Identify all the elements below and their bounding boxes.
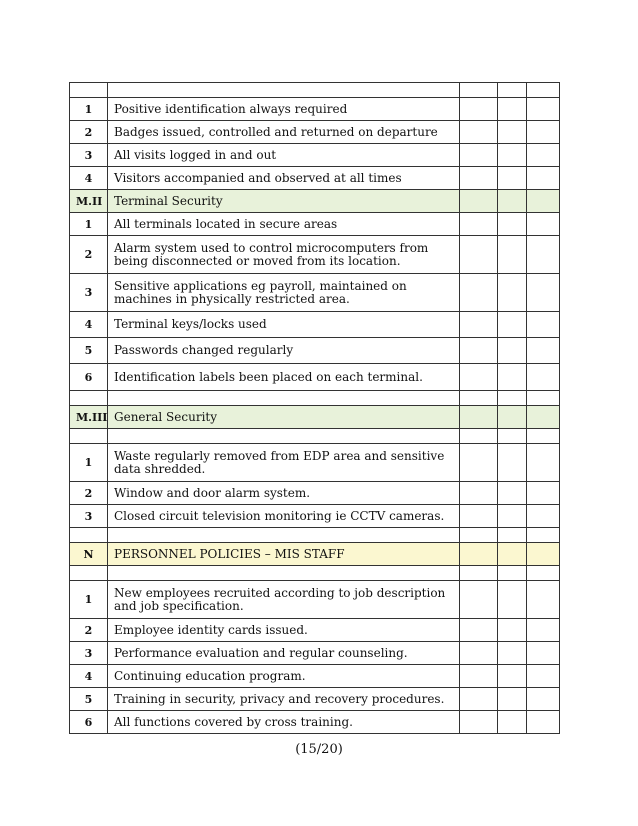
table-row xyxy=(70,312,560,338)
section-title: PERSONNEL POLICIES – MIS STAFF xyxy=(108,543,460,566)
item-number: 4 xyxy=(70,312,108,338)
item-text: Closed circuit television monitoring ie CCTV cameras. xyxy=(108,505,460,528)
item-number: 3 xyxy=(70,505,108,528)
check-cell xyxy=(527,274,560,312)
check-cell xyxy=(498,581,527,619)
checklist-table xyxy=(69,82,560,734)
check-cell xyxy=(527,642,560,665)
table-row xyxy=(70,364,560,391)
check-cell xyxy=(498,688,527,711)
item-text xyxy=(108,391,460,406)
blank-row xyxy=(70,566,560,581)
table-row xyxy=(70,213,560,236)
table-row xyxy=(70,98,560,121)
check-cell xyxy=(460,444,498,482)
check-cell xyxy=(527,429,560,444)
check-cell xyxy=(498,406,527,429)
item-number xyxy=(70,528,108,543)
section-title: General Security xyxy=(108,406,460,429)
check-cell xyxy=(527,528,560,543)
table-row xyxy=(70,236,560,274)
check-cell xyxy=(460,642,498,665)
check-cell xyxy=(498,711,527,734)
check-cell xyxy=(460,236,498,274)
item-text: New employees recruited according to job description and job specification. xyxy=(108,581,460,619)
blank-row xyxy=(70,528,560,543)
item-number: 5 xyxy=(70,688,108,711)
item-number: 2 xyxy=(70,236,108,274)
check-cell xyxy=(460,83,498,98)
item-text: Identification labels been placed on each terminal. xyxy=(108,364,460,391)
check-cell xyxy=(460,144,498,167)
check-cell xyxy=(527,121,560,144)
check-cell xyxy=(498,144,527,167)
section-header-row xyxy=(70,543,560,566)
table-row xyxy=(70,144,560,167)
check-cell xyxy=(498,312,527,338)
check-cell xyxy=(498,364,527,391)
check-cell xyxy=(460,274,498,312)
check-cell xyxy=(527,312,560,338)
section-header-row xyxy=(70,406,560,429)
item-number: 6 xyxy=(70,364,108,391)
item-text: Alarm system used to control microcomputers from being disconnected or moved from its location. xyxy=(108,236,460,274)
table-row xyxy=(70,444,560,482)
check-cell xyxy=(527,444,560,482)
check-cell xyxy=(527,98,560,121)
check-cell xyxy=(498,213,527,236)
check-cell xyxy=(527,505,560,528)
table-row xyxy=(70,167,560,190)
check-cell xyxy=(460,312,498,338)
check-cell xyxy=(460,190,498,213)
check-cell xyxy=(527,581,560,619)
item-number: 3 xyxy=(70,642,108,665)
section-title: Terminal Security xyxy=(108,190,460,213)
check-cell xyxy=(527,190,560,213)
item-number: 4 xyxy=(70,665,108,688)
check-cell xyxy=(460,543,498,566)
item-number: 1 xyxy=(70,98,108,121)
item-number: 3 xyxy=(70,144,108,167)
check-cell xyxy=(460,711,498,734)
check-cell xyxy=(527,688,560,711)
table-row xyxy=(70,642,560,665)
check-cell xyxy=(460,98,498,121)
check-cell xyxy=(498,121,527,144)
item-number xyxy=(70,391,108,406)
check-cell xyxy=(527,711,560,734)
check-cell xyxy=(498,98,527,121)
check-cell xyxy=(498,167,527,190)
check-cell xyxy=(498,543,527,566)
check-cell xyxy=(460,406,498,429)
check-cell xyxy=(460,429,498,444)
table-row xyxy=(70,121,560,144)
item-text: All visits logged in and out xyxy=(108,144,460,167)
check-cell xyxy=(527,364,560,391)
table-row xyxy=(70,688,560,711)
item-number: 1 xyxy=(70,213,108,236)
item-text: Badges issued, controlled and returned on departure xyxy=(108,121,460,144)
check-cell xyxy=(460,505,498,528)
check-cell xyxy=(460,121,498,144)
item-number xyxy=(70,83,108,98)
check-cell xyxy=(527,566,560,581)
check-cell xyxy=(498,83,527,98)
item-text xyxy=(108,83,460,98)
item-number xyxy=(70,429,108,444)
table-row xyxy=(70,711,560,734)
item-text: Training in security, privacy and recovery procedures. xyxy=(108,688,460,711)
check-cell xyxy=(498,482,527,505)
check-cell xyxy=(498,274,527,312)
item-number: 1 xyxy=(70,581,108,619)
item-text: Waste regularly removed from EDP area and sensitive data shredded. xyxy=(108,444,460,482)
check-cell xyxy=(527,406,560,429)
check-cell xyxy=(527,482,560,505)
item-number: 1 xyxy=(70,444,108,482)
check-cell xyxy=(527,338,560,364)
check-cell xyxy=(498,619,527,642)
check-cell xyxy=(460,391,498,406)
item-text: Sensitive applications eg payroll, maintained on machines in physically restricted area. xyxy=(108,274,460,312)
check-cell xyxy=(527,213,560,236)
table-row xyxy=(70,482,560,505)
check-cell xyxy=(460,566,498,581)
check-cell xyxy=(527,543,560,566)
item-number: 6 xyxy=(70,711,108,734)
item-number: 2 xyxy=(70,121,108,144)
check-cell xyxy=(498,429,527,444)
item-number: 4 xyxy=(70,167,108,190)
item-text: Employee identity cards issued. xyxy=(108,619,460,642)
item-text: Continuing education program. xyxy=(108,665,460,688)
check-cell xyxy=(527,83,560,98)
table-row xyxy=(70,619,560,642)
section-header-row xyxy=(70,190,560,213)
check-cell xyxy=(527,167,560,190)
check-cell xyxy=(460,619,498,642)
check-cell xyxy=(498,190,527,213)
blank-row xyxy=(70,391,560,406)
item-text: Positive identification always required xyxy=(108,98,460,121)
check-cell xyxy=(498,505,527,528)
check-cell xyxy=(460,688,498,711)
blank-row xyxy=(70,83,560,98)
item-number: N xyxy=(70,543,108,566)
item-text: Visitors accompanied and observed at all times xyxy=(108,167,460,190)
check-cell xyxy=(527,391,560,406)
blank-row xyxy=(70,429,560,444)
check-cell xyxy=(460,338,498,364)
check-cell xyxy=(460,665,498,688)
check-cell xyxy=(498,642,527,665)
item-text: All terminals located in secure areas xyxy=(108,213,460,236)
check-cell xyxy=(460,167,498,190)
check-cell xyxy=(527,144,560,167)
table-row xyxy=(70,274,560,312)
check-cell xyxy=(527,665,560,688)
item-text: Passwords changed regularly xyxy=(108,338,460,364)
item-text xyxy=(108,429,460,444)
checklist-body xyxy=(70,83,560,734)
item-text: Window and door alarm system. xyxy=(108,482,460,505)
item-number: 5 xyxy=(70,338,108,364)
check-cell xyxy=(460,528,498,543)
check-cell xyxy=(527,619,560,642)
item-number xyxy=(70,566,108,581)
item-text xyxy=(108,566,460,581)
item-number: 2 xyxy=(70,482,108,505)
item-number: 2 xyxy=(70,619,108,642)
check-cell xyxy=(498,566,527,581)
item-text: All functions covered by cross training. xyxy=(108,711,460,734)
check-cell xyxy=(498,338,527,364)
item-text: Terminal keys/locks used xyxy=(108,312,460,338)
page-number: (15/20) xyxy=(295,742,343,757)
check-cell xyxy=(498,444,527,482)
check-cell xyxy=(527,236,560,274)
table-row xyxy=(70,338,560,364)
table-row xyxy=(70,665,560,688)
check-cell xyxy=(460,364,498,391)
item-number: M.II xyxy=(70,190,108,213)
item-number: 3 xyxy=(70,274,108,312)
item-text: Performance evaluation and regular counseling. xyxy=(108,642,460,665)
table-row xyxy=(70,505,560,528)
item-number: M.III xyxy=(70,406,108,429)
check-cell xyxy=(460,482,498,505)
check-cell xyxy=(460,581,498,619)
check-cell xyxy=(498,528,527,543)
check-cell xyxy=(498,391,527,406)
item-text xyxy=(108,528,460,543)
table-row xyxy=(70,581,560,619)
check-cell xyxy=(460,213,498,236)
check-cell xyxy=(498,236,527,274)
check-cell xyxy=(498,665,527,688)
